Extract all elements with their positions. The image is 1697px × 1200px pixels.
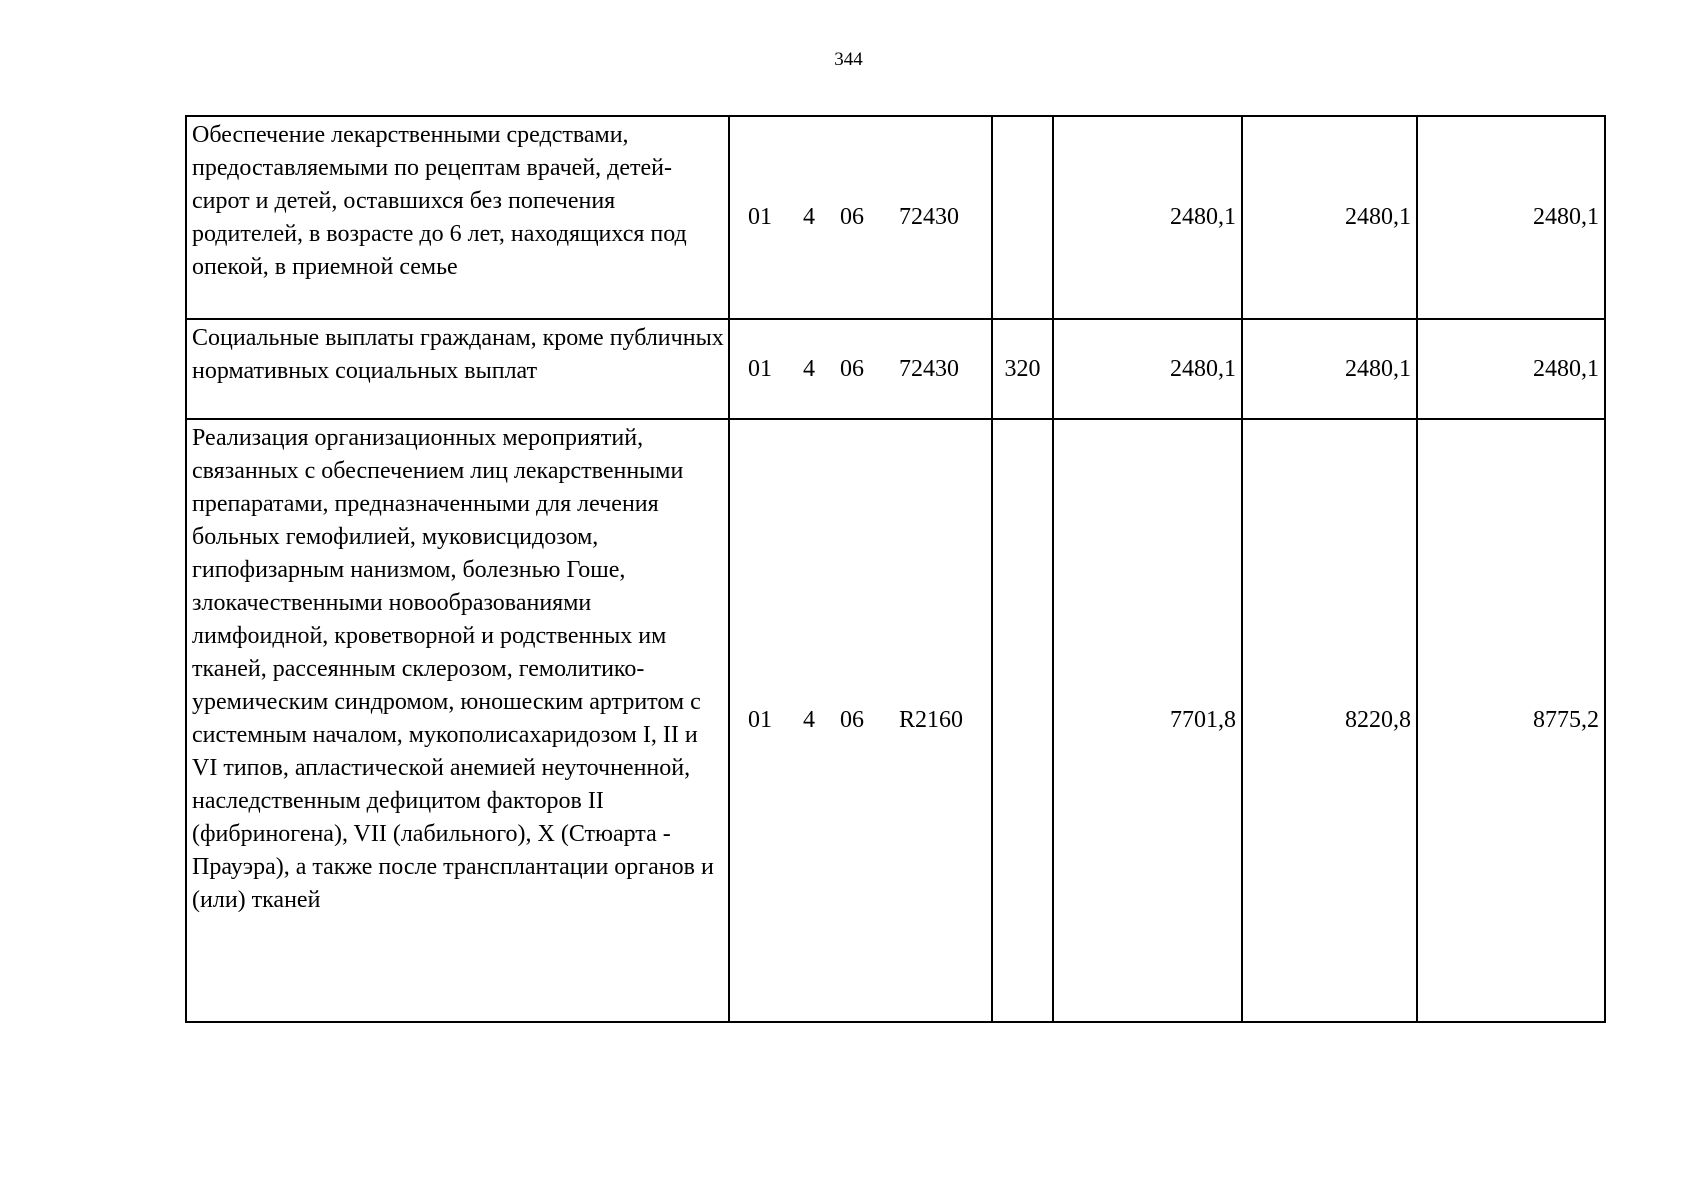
amount-year-3: 2480,1 xyxy=(1417,319,1605,419)
row-name: Реализация организационных мероприятий, связанных с обеспечением лиц лекарственными препаратами, предназначенными для лечения больных гемофилией, муковисцидозом, гипофизарным нанизмом, болезнью Гоше, злокачественными новообразованиями лимфоидной, кроветворной и родственных им тканей, рассеянным склерозом, гемолитико-уремическим синдромом, юношеским артритом с системным началом, мукополисахаридозом I, II и VI типов, апластической анемией неуточненной, наследственным дефицитом факторов II (фибриногена), VII (лабильного), X (Стюарта - Прауэра), а также после трансплантации органов и (или) тканей xyxy=(186,419,729,1022)
code-sub: 06 xyxy=(840,204,864,230)
code-target: 72430 xyxy=(899,355,959,382)
row-name: Социальные выплаты гражданам, кроме публичных нормативных социальных выплат xyxy=(186,319,729,419)
expense-type xyxy=(992,419,1053,1022)
table-row xyxy=(186,419,1605,1022)
code-pr: 4 xyxy=(803,204,815,230)
budget-classification-code xyxy=(729,116,992,319)
code-pr: 4 xyxy=(803,355,815,382)
page-number: 344 xyxy=(834,49,863,70)
code-sub: 06 xyxy=(840,707,864,733)
code-pr: 4 xyxy=(803,707,815,733)
code-gr: 01 xyxy=(748,355,772,382)
budget-table xyxy=(185,115,1606,1023)
amount-year-2: 2480,1 xyxy=(1242,319,1417,419)
budget-classification-code xyxy=(729,319,992,419)
table-row xyxy=(186,116,1605,319)
code-target: R2160 xyxy=(899,707,964,733)
amount-year-2: 2480,1 xyxy=(1242,116,1417,319)
amount-year-1: 7701,8 xyxy=(1053,419,1242,1022)
amount-year-3: 2480,1 xyxy=(1417,116,1605,319)
amount-year-2: 8220,8 xyxy=(1242,419,1417,1022)
code-gr: 01 xyxy=(748,707,772,733)
amount-year-1: 2480,1 xyxy=(1053,116,1242,319)
expense-type: 320 xyxy=(992,319,1053,419)
amount-year-1: 2480,1 xyxy=(1053,319,1242,419)
row-name: Обеспечение лекарственными средствами, предоставляемыми по рецептам врачей, детей-сирот и детей, оставшихся без попечения родителей, в возрасте до 6 лет, находящихся под опекой, в приемной семье xyxy=(186,116,729,319)
code-sub: 06 xyxy=(840,355,864,382)
amount-year-3: 8775,2 xyxy=(1417,419,1605,1022)
code-target: 72430 xyxy=(899,204,959,230)
expense-type xyxy=(992,116,1053,319)
table-row xyxy=(186,319,1605,419)
code-gr: 01 xyxy=(748,204,772,230)
budget-classification-code xyxy=(729,419,992,1022)
